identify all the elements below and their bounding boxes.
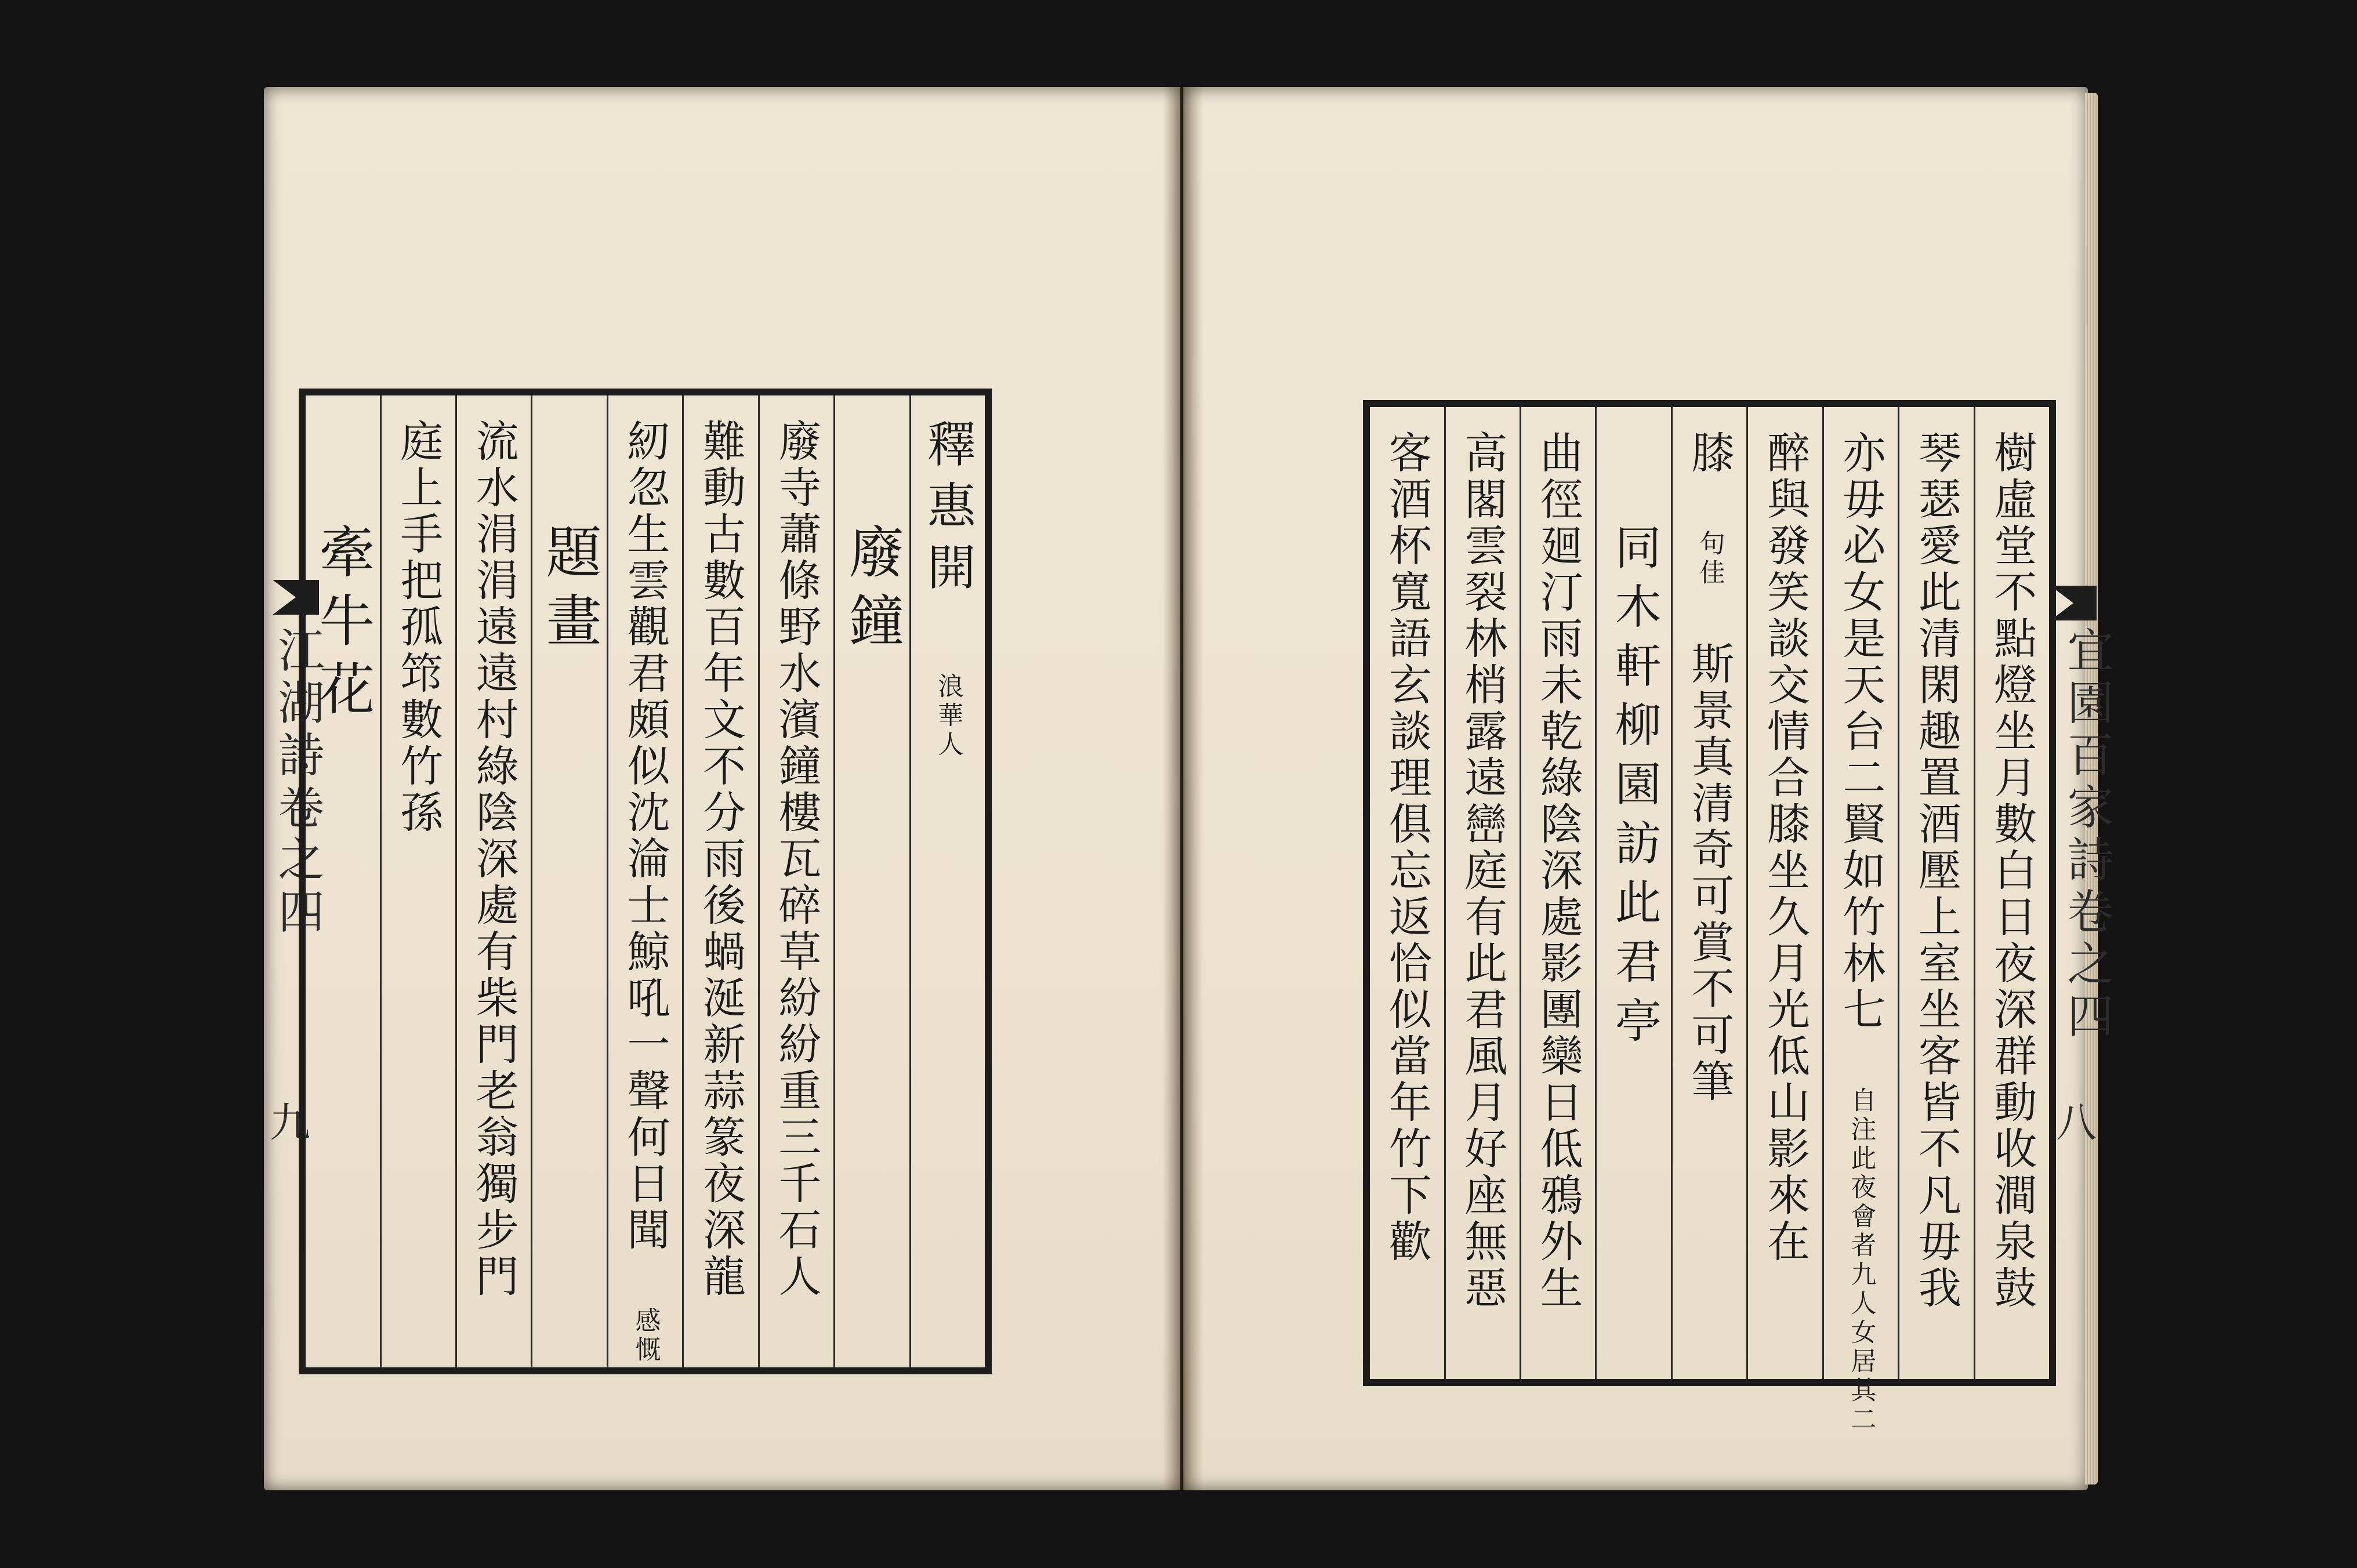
right-col-3: [1822, 407, 1898, 1435]
poem-line-text-cont: 斯景真清奇可賞不可筆: [1684, 641, 1735, 1105]
right-col-5: [1671, 407, 1746, 1379]
left-col-2: [833, 395, 909, 1367]
left-col-1: [909, 395, 985, 1367]
book-gutter: [1163, 87, 1203, 1490]
left-col-9: [306, 395, 379, 1367]
author-name: 釋惠開: [919, 419, 977, 603]
left-margin-title: 江湖詩卷之四: [270, 626, 324, 939]
poem-line: [1836, 430, 1886, 1435]
right-page-number: 八: [2056, 1099, 2097, 1146]
right-col-7: [1520, 407, 1595, 1379]
left-col-1-text: [919, 419, 977, 760]
right-text-frame: [1363, 400, 2056, 1435]
poem-line: 客酒杯寬語玄談理俱忘返恰似當年竹下歡: [1381, 430, 1432, 1265]
poem-line: 樹虛堂不點燈坐月數白日夜深群動收澗泉鼓: [1987, 430, 2037, 1312]
left-columns: [306, 395, 985, 1367]
left-col-4: [682, 395, 757, 1367]
left-col-5: [607, 395, 682, 1367]
right-col-6: [1595, 407, 1670, 1379]
left-page-number: 九: [270, 1099, 310, 1146]
poem-line: 庭上手把孤筇數竹孫: [393, 419, 444, 836]
poem-line: 廢寺蕭條野水濱鐘樓瓦碎草紛紛重三千石人: [771, 419, 822, 1300]
poem-line: 曲徑廻汀雨未乾綠陰深處影團欒日低鴉外生: [1533, 430, 1583, 1312]
poem-line: 醉與發笑談交情合膝坐久月光低山影來在: [1760, 430, 1810, 1265]
left-col-3: [758, 395, 833, 1367]
poem-line: 流水涓涓遠遠村綠陰深處有柴門老翁獨步門: [469, 419, 519, 1300]
author-note: 浪華人: [933, 673, 963, 760]
left-col-7: [455, 395, 531, 1367]
left-text-frame: [299, 389, 992, 1374]
poem-title: 廢鐘: [839, 523, 905, 660]
poem-line-text: 亦毋必女是天台二賢如竹林七: [1836, 430, 1886, 1033]
poem-line: 高閣雲裂林梢露遠巒庭有此君風月好座無惡: [1457, 430, 1508, 1312]
poem-line-note: 感慨: [630, 1307, 661, 1365]
left-col-6: [531, 395, 606, 1367]
right-col-2: [1898, 407, 1973, 1379]
poem-line: 難動古數百年文不分雨後蝸涎新蒜篆夜深龍: [695, 419, 746, 1300]
right-margin-title: 宜園百家詩卷之四: [2059, 626, 2113, 1044]
poem-line-text: 紉忽生雲觀君頗似沈淪士鯨吼一聲何日聞: [620, 419, 670, 1254]
right-col-1: [1974, 407, 2049, 1379]
poem-line-note: 句佳: [1695, 530, 1725, 588]
poem-title: 牽牛花: [310, 523, 375, 728]
poem-title: 同木軒柳園訪此君亭: [1607, 523, 1662, 1055]
right-columns: [1370, 407, 2049, 1435]
right-col-8: [1444, 407, 1520, 1379]
poem-line-note: 自注此夜會者九人女居其二: [1846, 1087, 1876, 1435]
right-col-4: [1746, 407, 1822, 1379]
poem-line-text: 膝: [1684, 430, 1735, 477]
left-col-8: [380, 395, 455, 1367]
poem-line: 琴瑟愛此清閑趣置酒壓上室坐客皆不凡毋我: [1911, 430, 1961, 1312]
poem-line: [1684, 430, 1735, 1105]
right-col-9: [1370, 407, 1444, 1379]
poem-title: 題畫: [537, 523, 603, 660]
poem-line: [620, 419, 670, 1365]
